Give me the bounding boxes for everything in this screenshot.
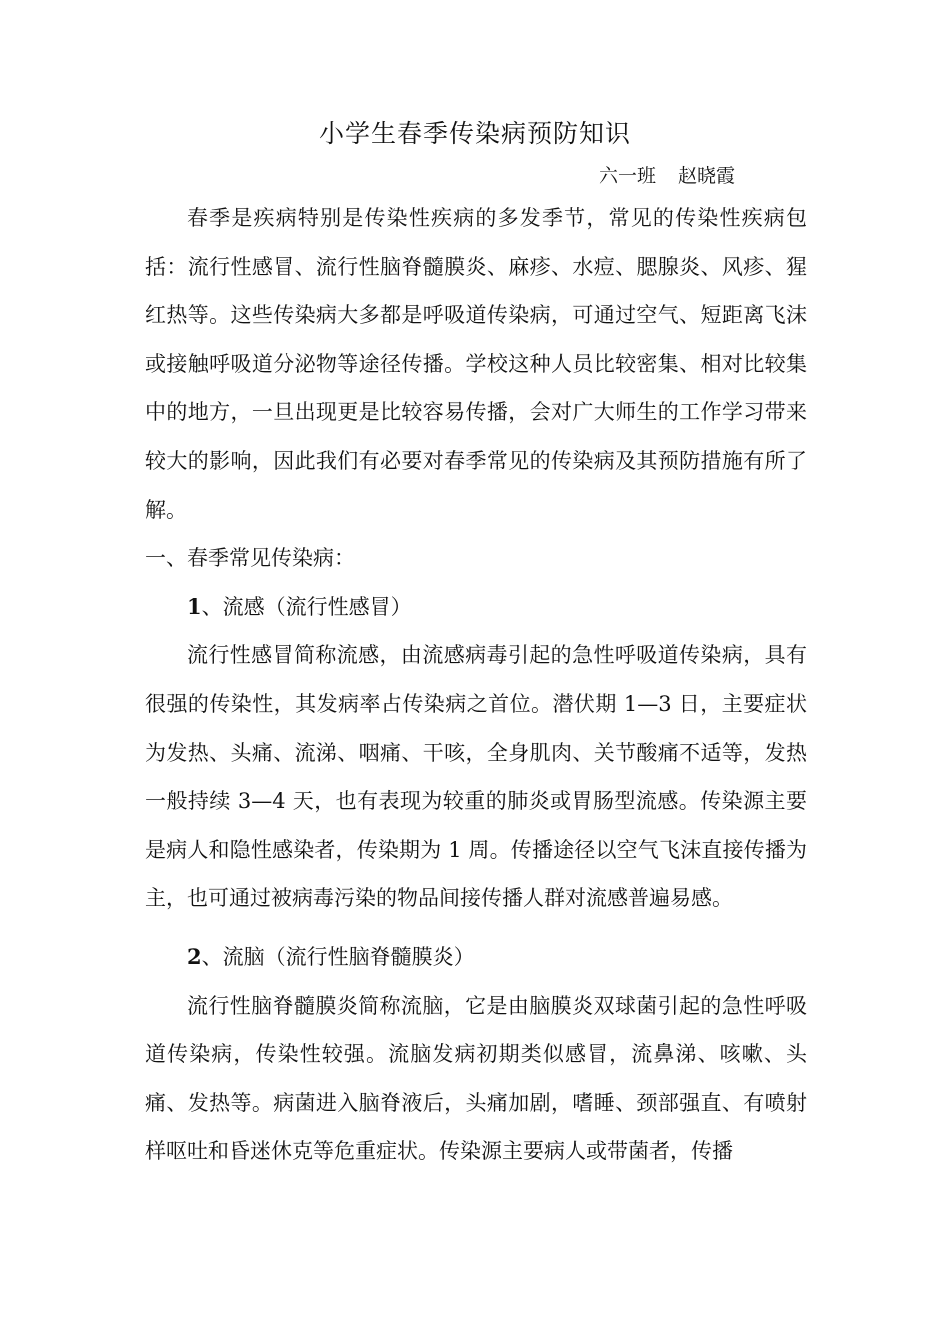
item-2-paragraph: 流行性脑脊髓膜炎简称流脑，它是由脑膜炎双球菌引起的急性呼吸道传染病，传染性较强。流脑发病初期类似感冒，流鼻涕、咳嗽、头痛、发热等。病菌进入脑脊液后，头痛加剧，嗜睡、颈部强直、有喷射样呕吐和昏迷休克等危重症状。传染源主要病人或带菌者，传播: [145, 993, 807, 1164]
item-2-title: 、流脑（流行性脑脊髓膜炎）: [201, 944, 475, 969]
item-1-heading: [145, 583, 807, 632]
item-2-number: 2: [187, 943, 202, 969]
item-1-paragraph: 流行性感冒简称流感，由流感病毒引起的急性呼吸道传染病，具有很强的传染性，其发病率占传染病之首位。潜伏期 1—3 日，主要症状为发热、头痛、流涕、咽痛、干咳，全身肌肉、关节酸痛不适等，发热一般持续 3—4 天，也有表现为较重的肺炎或胃肠型流感。传染源主要是病人和隐性感染者，传染期为 1 周。传播途径以空气飞沫直接传播为主，也可通过被病毒污染的物品间接传播人群对流感普遍易感。: [145, 643, 807, 911]
document-body: [145, 194, 807, 1176]
item-1-title: 、流感（流行性感冒）: [201, 594, 412, 619]
item-1-number: 1: [187, 593, 202, 619]
paragraph-gap: [145, 923, 807, 933]
item-2-heading: [145, 933, 807, 982]
page-title: 小学生春季传染病预防知识: [318, 119, 631, 148]
author-line: [0, 162, 735, 190]
author-name: 赵晓霞: [677, 165, 735, 187]
intro-paragraph: 春季是疾病特别是传染性疾病的多发季节，常见的传染性疾病包括：流行性感冒、流行性脑脊髓膜炎、麻疹、水痘、腮腺炎、风疹、猩红热等。这些传染病大多都是呼吸道传染病，可通过空气、短距离飞沫或接触呼吸道分泌物等途径传播。学校这种人员比较密集、相对比较集中的地方，一旦出现更是比较容易传播，会对广大师生的工作学习带来较大的影响，因此我们有必要对春季常见的传染病及其预防措施有所了解。: [145, 206, 807, 522]
section-heading: 一、春季常见传染病：: [145, 546, 355, 571]
author-class: 六一班: [598, 165, 656, 187]
